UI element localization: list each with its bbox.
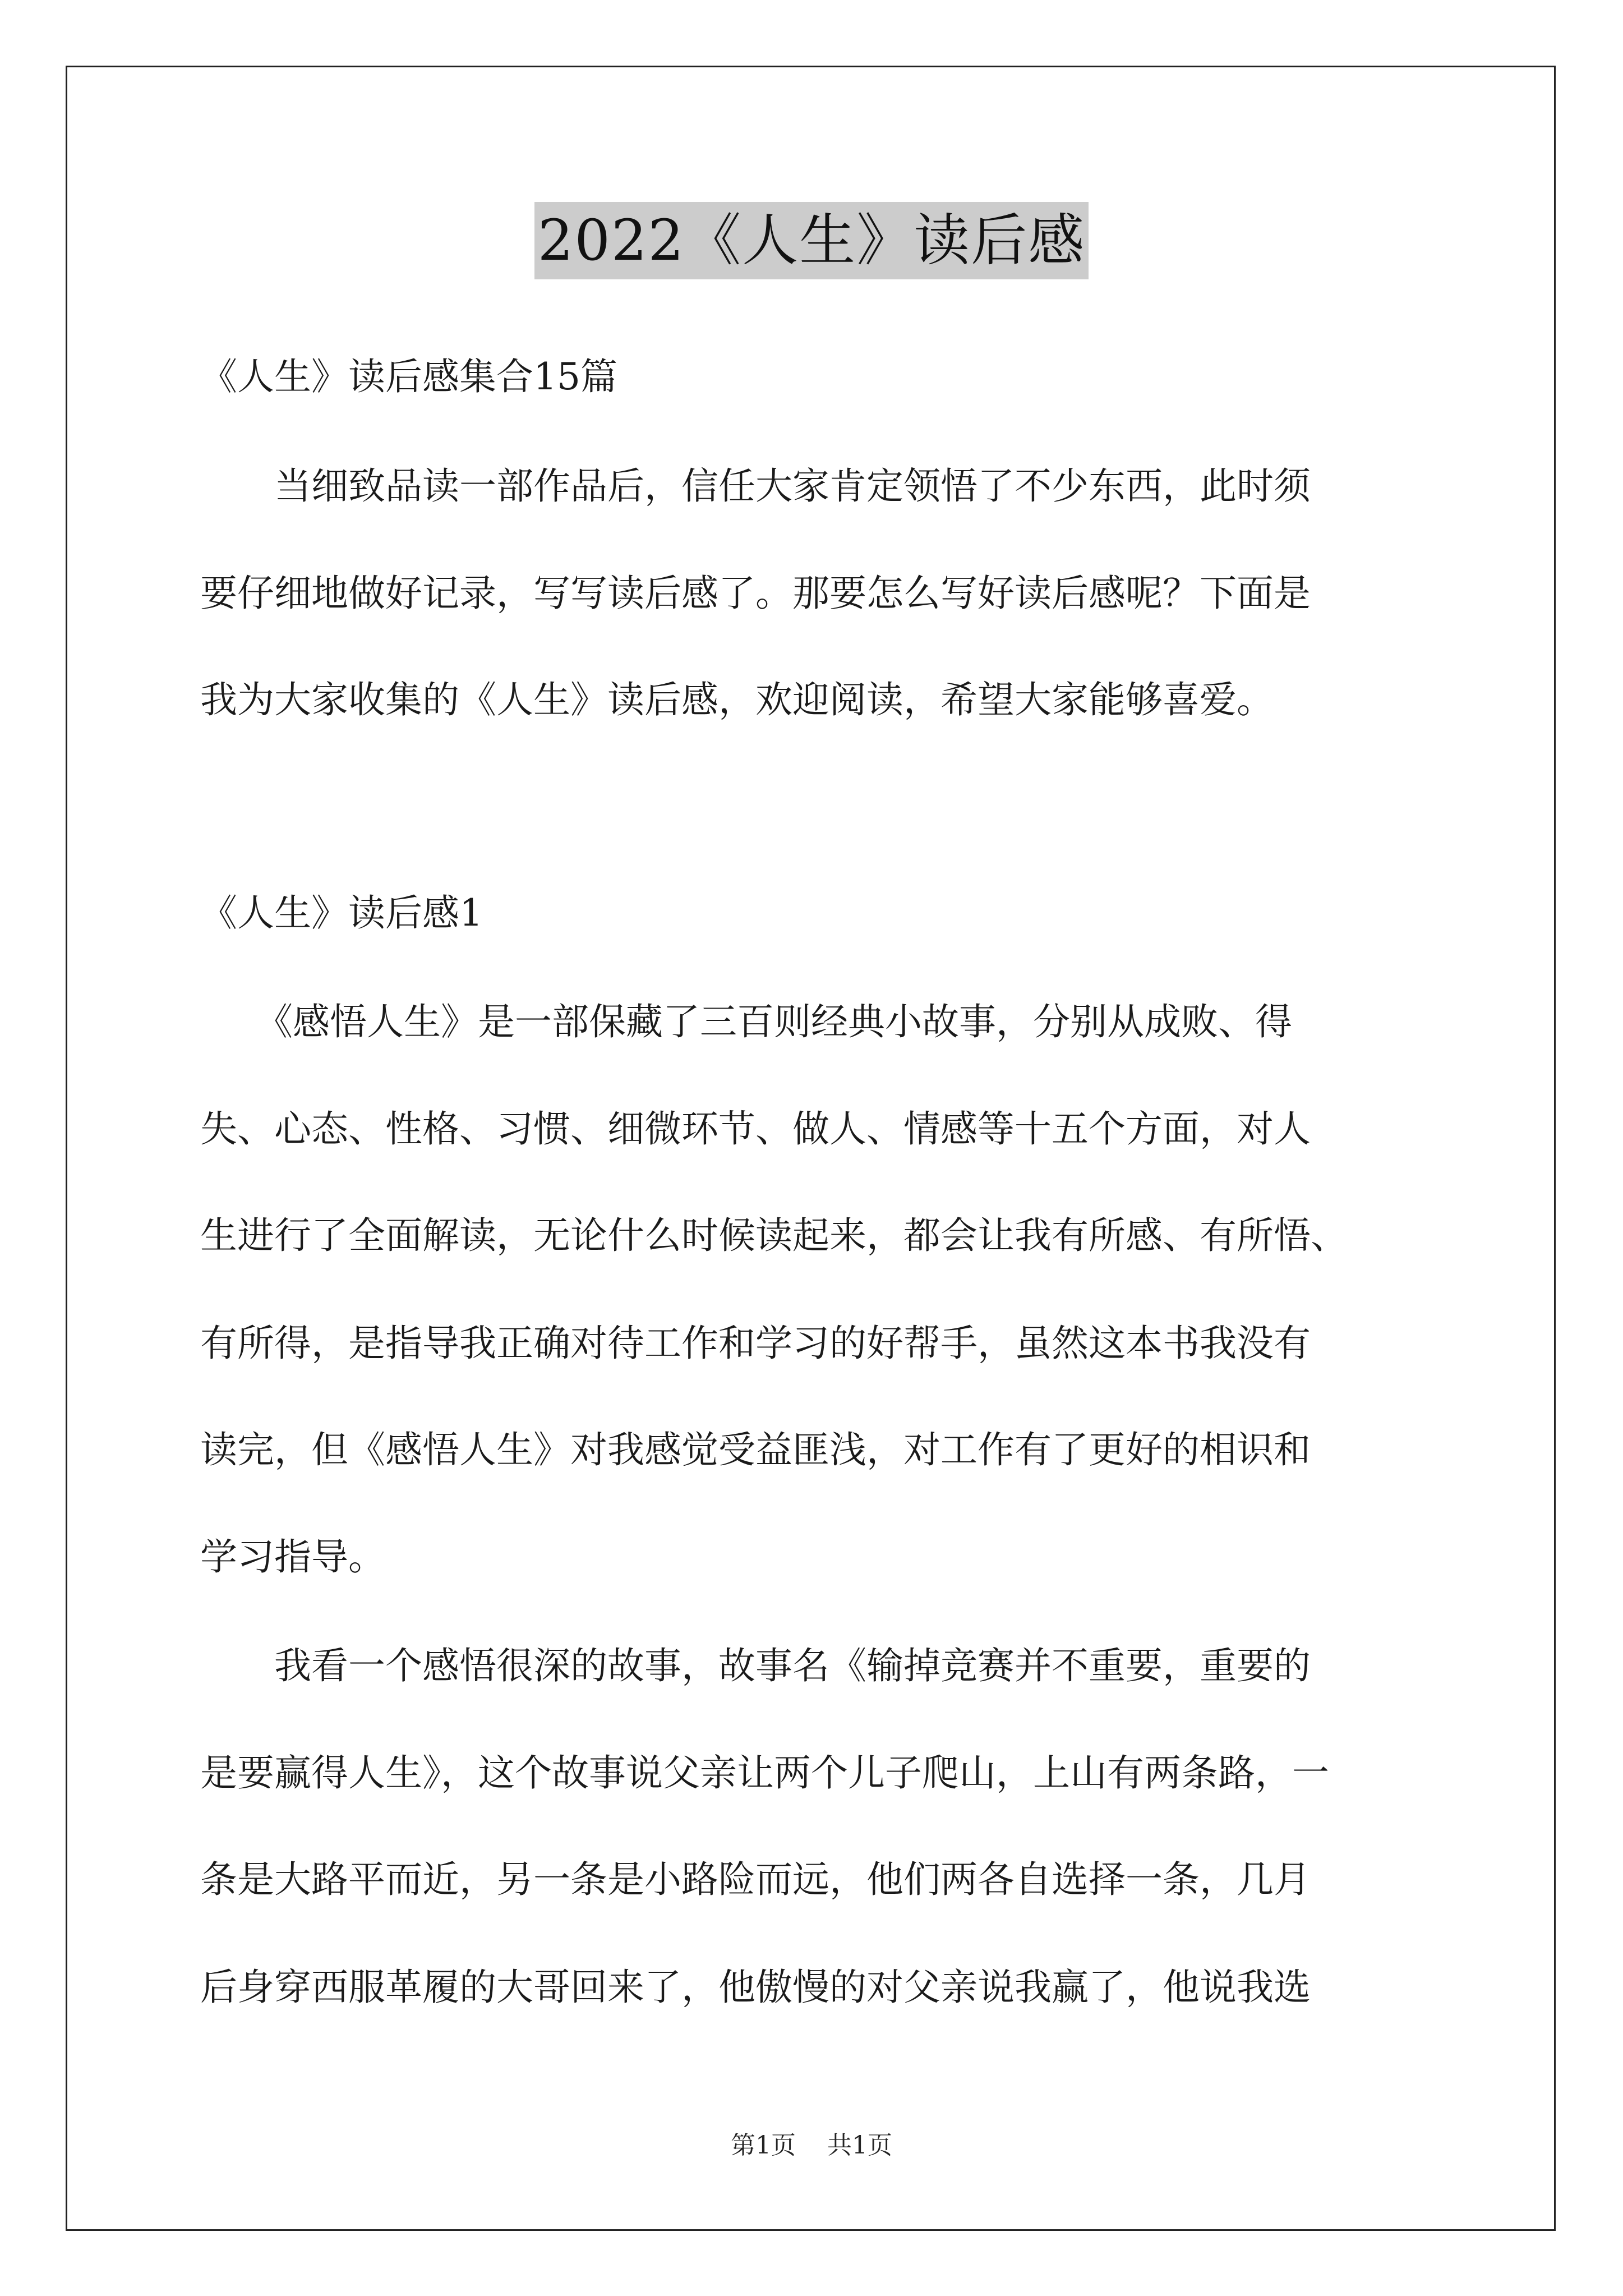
body-line: 我为大家收集的《人生》读后感，欢迎阅读，希望大家能够喜爱。 [200, 678, 1274, 721]
body-line: 《感悟人生》是一部保藏了三百则经典小故事，分别从成败、得 [200, 1000, 1292, 1043]
body-line: 我看一个感悟很深的故事，故事名《输掉竞赛并不重要，重要的 [200, 1644, 1311, 1687]
body-line: 生进行了全面解读，无论什么时候读起来，都会让我有所感、有所悟、 [200, 1214, 1348, 1257]
body-line: 当细致品读一部作品后，信任大家肯定领悟了不少东西，此时须 [200, 464, 1311, 508]
page-total: 共1页 [827, 2131, 892, 2160]
page-number: 第1页 [731, 2131, 796, 2160]
document-title: 2022《人生》读后感 [534, 202, 1089, 279]
title-container [0, 202, 1623, 279]
page-footer [0, 2130, 1623, 2161]
body-line: 条是大路平而近，另一条是小路险而远，他们两各自选择一条，几月 [200, 1858, 1311, 1901]
body-line: 失、心态、性格、习惯、细微环节、做人、情感等十五个方面，对人 [200, 1107, 1311, 1151]
body-line: 是要赢得人生》，这个故事说父亲让两个儿子爬山，上山有两条路，一 [200, 1751, 1329, 1795]
body-line: 有所得，是指导我正确对待工作和学习的好帮手，虽然这本书我没有 [200, 1322, 1311, 1365]
body-line: 后身穿西服革履的大哥回来了，他傲慢的对父亲说我赢了，他说我选 [200, 1966, 1311, 2009]
body-line: 读完，但《感悟人生》对我感觉受益匪浅，对工作有了更好的相识和 [200, 1428, 1311, 1471]
subtitle-line: 《人生》读后感集合15篇 [200, 355, 617, 398]
body-line: 要仔细地做好记录，写写读后感了。那要怎么写好读后感呢？下面是 [200, 572, 1311, 615]
section-heading: 《人生》读后感1 [200, 891, 483, 935]
body-line: 学习指导。 [200, 1535, 385, 1579]
